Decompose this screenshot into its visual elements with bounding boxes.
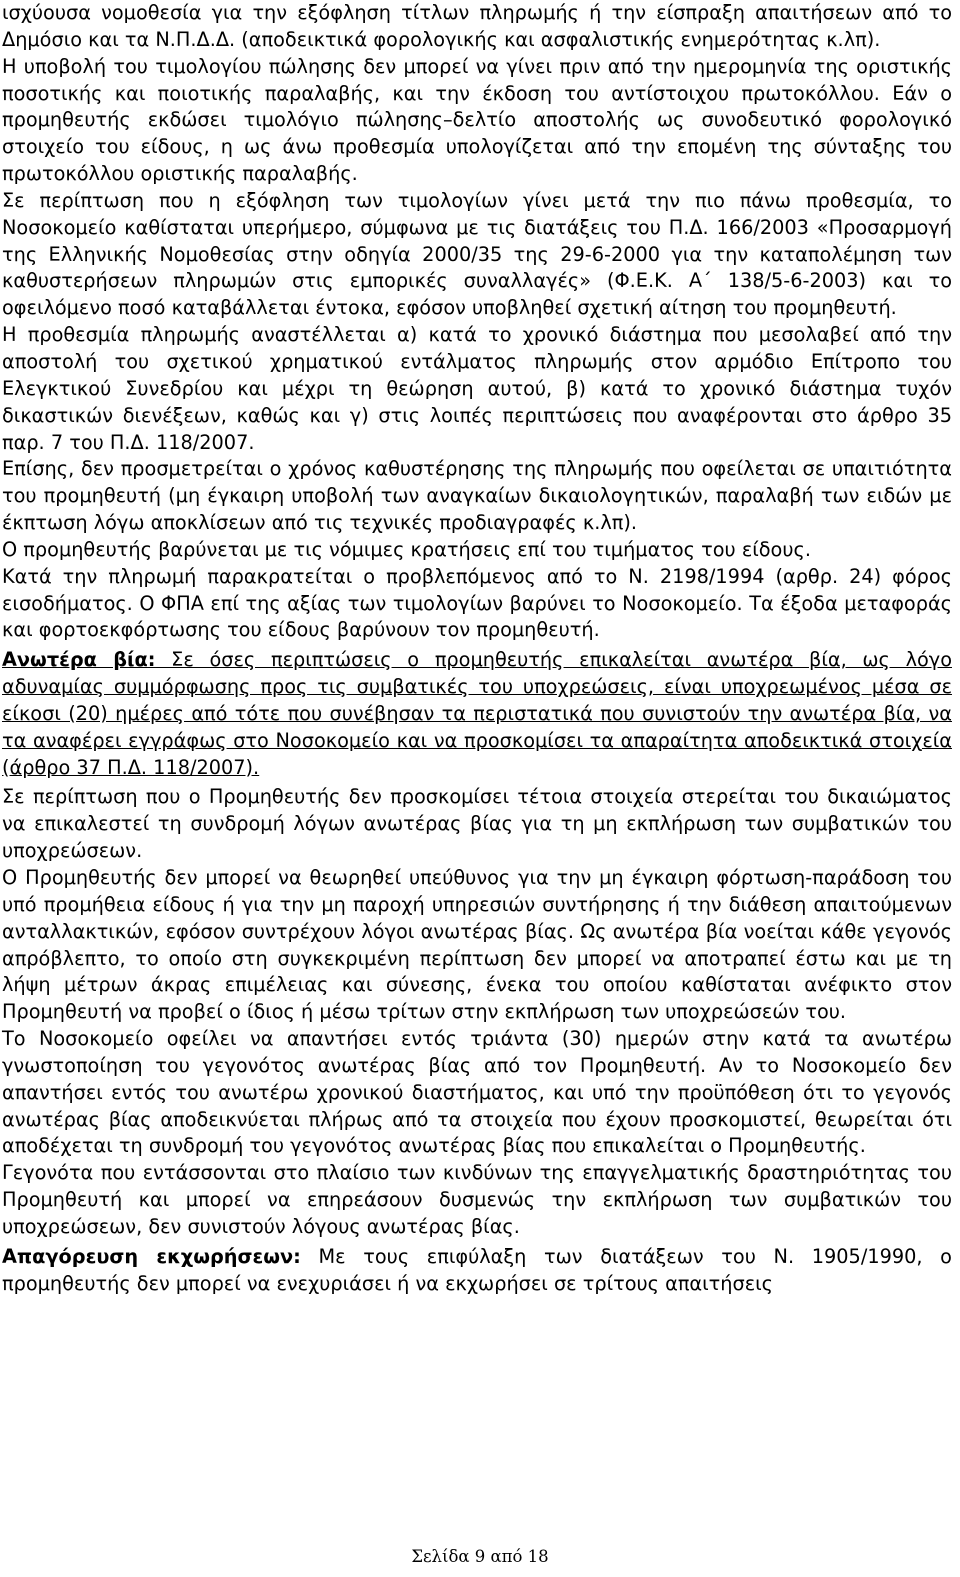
paragraph-supplier-not-liable: Ο Προμηθευτής δεν μπορεί να θεωρηθεί υπεύθυνος για την μη έγκαιρη φόρτωση-παράδοση του υπό προμήθεια είδους ή για την μη παροχή υπηρεσιών συντήρησης ή την διάθεση απαιτούμενων ανταλλακτικών, εφόσον συντρέχουν λόγοι ανωτέρας βίας. Ως ανωτέρα βία νοείται κάθε γεγονός απρόβλεπτο, το οποίο στη συγκεκριμένη περίπτωση δεν μπορεί να αποτραπεί έστω και με τη λήψη μέτρων άκρας επιμέλειας και σύνεσης, ένεκα του οποίου καθίσταται ανέφικτο στον Προμηθευτή να προβεί ο ίδιος ή μέσω τρίτων στην εκπλήρωση των υποχρεώσεών του.: [2, 866, 952, 1024]
paragraph-deductions: Ο προμηθευτής βαρύνεται με τις νόμιμες κρατήσεις επί του τιμήματος του είδους.: [2, 537, 811, 561]
paragraph-no-evidence: Σε περίπτωση που ο Προμηθευτής δεν προσκομίσει τέτοια στοιχεία στερείται του δικαιώματος να επικαλεστεί τη συνδρομή λόγων ανωτέρας βίας για τη μη εκπλήρωση των συμβατικών του υποχρεώσεων.: [2, 785, 952, 863]
force-majeure-heading: Ανωτέρα βία:: [2, 648, 156, 672]
document-body: [2, 0, 952, 1298]
paragraph-supplier-fault: Επίσης, δεν προσμετρείται ο χρόνος καθυστέρησης της πληρωμής που οφείλεται σε υπαιτιότητα του προμηθευτή (μη έγκαιρη υποβολή των αναγκαίων δικαιολογητικών, παραλαβή των ειδών με έκπτωση λόγω αποκλίσεων από τις τεχνικές προδιαγραφές κ.λπ).: [2, 457, 952, 535]
assignment-ban-text: Με τους επιφύλαξη των διατάξεων του Ν. 1905/1990, ο προμηθευτής δεν μπορεί να ενεχυριάσει ή να εκχωρήσει σε τρίτους απαιτήσεις: [2, 1244, 952, 1295]
paragraph-hospital-response: Το Νοσοκομείο οφείλει να απαντήσει εντός τριάντα (30) ημερών στην κατά τα ανωτέρω γνωστοποίηση του γεγονότος ανωτέρας βίας από τον Προμηθευτή. Αν το Νοσοκομείο δεν απαντήσει εντός του ανωτέρω χρονικού διαστήματος, και υπό την προϋπόθεση ότι το γεγονός ανωτέρας βίας αποδεικνύεται πλήρως από τα στοιχεία που έχουν προσκομιστεί, θεωρείται ότι αποδέχεται τη συνδρομή του γεγονότος ανωτέρας βίας που επικαλείται ο Προμηθευτής.: [2, 1027, 952, 1158]
paragraph-business-risks: Γεγονότα που εντάσσονται στο πλαίσιο των κινδύνων της επαγγελματικής δραστηριότητας του Προμηθευτή και μπορεί να επηρεάσουν δυσμενώς την εκπλήρωση των συμβατικών του υποχρεώσεων, δεν συνιστούν λόγους ανωτέρας βίας.: [2, 1161, 952, 1238]
paragraph-invoice-submission: Η υποβολή του τιμολογίου πώλησης δεν μπορεί να γίνει πριν από την ημερομηνία της οριστικής ποσοτικής και ποιοτικής παραλαβής, και την έκδοση του αντίστοιχου πρωτοκόλλου. Εάν ο προμηθευτής εκδώσει τιμολόγιο πώλησης–δελτίο αποστολής ως συνοδευτικό φορολογικό στοιχείο του είδους, η ως άνω προθεσμία υπολογίζεται από την επομένη της σύνταξης του πρωτοκόλλου οριστικής παραλαβής.: [2, 54, 952, 186]
assignment-ban-heading: Απαγόρευση εκχωρήσεων:: [2, 1244, 301, 1268]
force-majeure-text: Σε όσες περιπτώσεις ο προμηθευτής επικαλείται ανωτέρα βία, ως λόγο αδυναμίας συμμόρφωσης προς τις συμβατικές του υποχρεώσεις, είναι υποχρεωμένος μέσα σε είκοσι (20) ημέρες από τότε που συνέβησαν τα περιστατικά που συνιστούν την ανωτέρα βία, να τα αναφέρει εγγράφως στο Νοσοκομείο και να προσκομίσει τα απαραίτητα αποδεικτικά στοιχεία (άρθρο 37 Π.Δ. 118/2007).: [2, 648, 952, 779]
paragraph-assignment-ban: [2, 1244, 952, 1298]
paragraph-payment-suspension: Η προθεσμία πληρωμής αναστέλλεται α) κατά το χρονικό διάστημα που μεσολαβεί από την αποστολή του σχετικού χρηματικού εντάλματος πληρωμής στον αρμόδιο Επίτροπο του Ελεγκτικού Συνεδρίου και μέχρι τη θεώρηση αυτού, β) κατά το χρονικό διάστημα τυχόν δικαστικών διενέξεων, καθώς και γ) στις λοιπές περιπτώσεις που αναφέρονται στο άρθρο 35 παρ. 7 του Π.Δ. 118/2007.: [2, 323, 952, 454]
paragraph-legislation: ισχύουσα νομοθεσία για την εξόφληση τίτλων πληρωμής ή την είσπραξη απαιτήσεων από το Δημόσιο και τα Ν.Π.Δ.Δ. (αποδεικτικά φορολογικής και ασφαλιστικής ενημερότητας κ.λπ).: [2, 1, 952, 51]
paragraph-income-tax: Κατά την πληρωμή παρακρατείται ο προβλεπόμενος από το Ν. 2198/1994 (αρθρ. 24) φόρος εισοδήματος. Ο ΦΠΑ επί της αξίας των τιμολογίων βαρύνει το Νοσοκομείο. Τα έξοδα μεταφοράς και φορτοεκφόρτωσης του είδους βαρύνουν τον προμηθευτή.: [2, 564, 952, 642]
page-footer: Σελίδα 9 από 18: [411, 1547, 549, 1566]
paragraph-late-payment: Σε περίπτωση που η εξόφληση των τιμολογίων γίνει μετά την πιο πάνω προθεσμία, το Νοσοκομείο καθίσταται υπερήμερο, σύμφωνα με τις διατάξεις του Π.Δ. 166/2003 «Προσαρμογή της Ελληνικής Νομοθεσίας στην οδηγία 2000/35 της 29-6-2000 για την καταπολέμηση των καθυστερήσεων πληρωμών στις εμπορικές συναλλαγές» (Φ.Ε.Κ. Α΄ 138/5-6-2003) και το οφειλόμενο ποσό καταβάλλεται έντοκα, εφόσον υποβληθεί σχετική αίτηση του προμηθευτή.: [2, 188, 952, 320]
paragraph-force-majeure: [2, 647, 952, 781]
